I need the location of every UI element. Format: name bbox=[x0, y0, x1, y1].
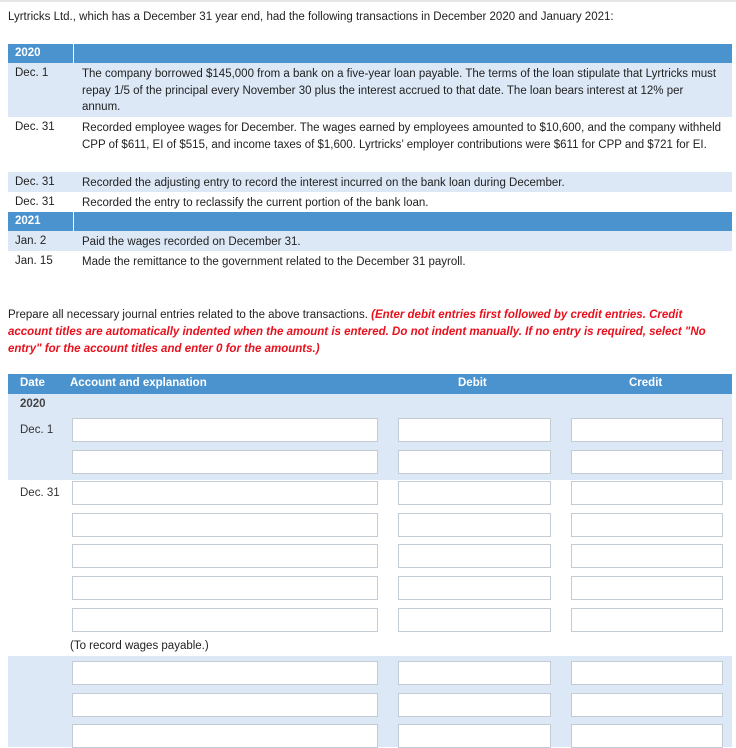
journal-year: 2020 bbox=[20, 398, 46, 410]
header-divider bbox=[73, 212, 74, 231]
year-header-2021 bbox=[8, 212, 732, 231]
header-debit: Debit bbox=[458, 377, 487, 389]
instructions bbox=[8, 307, 728, 358]
transaction-row bbox=[8, 117, 732, 172]
account-input[interactable] bbox=[72, 724, 378, 748]
credit-input[interactable] bbox=[571, 481, 723, 505]
account-input[interactable] bbox=[72, 481, 378, 505]
transaction-row bbox=[8, 251, 732, 271]
debit-input[interactable] bbox=[398, 693, 551, 717]
transaction-text: Recorded the entry to reclassify the current portion of the bank loan. bbox=[82, 197, 429, 209]
account-input[interactable] bbox=[72, 450, 378, 474]
instructions-lead: Prepare all necessary journal entries related to the above transactions. bbox=[8, 309, 368, 321]
journal-entry-table bbox=[8, 374, 732, 747]
transaction-text: Recorded the adjusting entry to record the interest incurred on the bank loan during December. bbox=[82, 177, 565, 189]
credit-input[interactable] bbox=[571, 544, 723, 568]
credit-input[interactable] bbox=[571, 576, 723, 600]
transactions-table bbox=[8, 44, 732, 271]
header-account: Account and explanation bbox=[70, 377, 207, 389]
credit-input[interactable] bbox=[571, 450, 723, 474]
transaction-date: Jan. 2 bbox=[15, 235, 47, 247]
credit-input[interactable] bbox=[571, 693, 723, 717]
debit-input[interactable] bbox=[398, 724, 551, 748]
header-credit: Credit bbox=[629, 377, 663, 389]
transaction-row bbox=[8, 172, 732, 192]
account-input[interactable] bbox=[72, 418, 378, 442]
debit-input[interactable] bbox=[398, 576, 551, 600]
transaction-date: Jan. 15 bbox=[15, 255, 53, 267]
credit-input[interactable] bbox=[571, 724, 723, 748]
header-date: Date bbox=[20, 377, 45, 389]
transaction-date: Dec. 31 bbox=[15, 196, 55, 208]
instructions-emphasis: (Enter debit entries first followed by credit entries. Credit account titles are automatically indented when the amount is entered. Do not indent manually. If no entry is required, select "No entry" for the account titles and enter 0 for the amounts.) bbox=[8, 309, 706, 355]
transaction-row bbox=[8, 231, 732, 251]
transaction-text: Recorded employee wages for December. The wages earned by employees amounted to $10,600, and the company withheld CPP of $611, EI of $515, and income taxes of $1,600. Lyrtricks’ employer contributions were $611 for CPP and $721 for EI. bbox=[82, 122, 722, 151]
debit-input[interactable] bbox=[398, 544, 551, 568]
journal-header bbox=[8, 374, 732, 394]
transaction-text: The company borrowed $145,000 from a bank on a five-year loan payable. The terms of the loan stipulate that Lyrtricks must repay 1/5 of the principal every November 30 plus the interest accrued to that date. The loan bears interest at 12% per annum. bbox=[82, 68, 717, 113]
header-divider bbox=[73, 44, 74, 63]
debit-input[interactable] bbox=[398, 513, 551, 537]
credit-input[interactable] bbox=[571, 608, 723, 632]
year-label: 2020 bbox=[15, 47, 41, 59]
debit-input[interactable] bbox=[398, 481, 551, 505]
transaction-date: Dec. 31 bbox=[15, 121, 55, 133]
debit-input[interactable] bbox=[398, 661, 551, 685]
credit-input[interactable] bbox=[571, 418, 723, 442]
account-input[interactable] bbox=[72, 661, 378, 685]
debit-input[interactable] bbox=[398, 418, 551, 442]
top-divider bbox=[0, 0, 736, 2]
year-label: 2021 bbox=[15, 215, 41, 227]
account-input[interactable] bbox=[72, 608, 378, 632]
year-header-2020 bbox=[8, 44, 732, 63]
account-input[interactable] bbox=[72, 513, 378, 537]
transaction-text: Made the remittance to the government related to the December 31 payroll. bbox=[82, 256, 466, 268]
transaction-row bbox=[8, 63, 732, 117]
credit-input[interactable] bbox=[571, 513, 723, 537]
transaction-date: Dec. 1 bbox=[15, 67, 49, 79]
account-input[interactable] bbox=[72, 693, 378, 717]
debit-input[interactable] bbox=[398, 450, 551, 474]
credit-input[interactable] bbox=[571, 661, 723, 685]
entry-date: Dec. 31 bbox=[20, 487, 60, 499]
debit-input[interactable] bbox=[398, 608, 551, 632]
problem-intro: Lyrtricks Ltd., which has a December 31 year end, had the following transactions in December 2020 and January 2021: bbox=[8, 11, 614, 23]
account-input[interactable] bbox=[72, 544, 378, 568]
transaction-text: Paid the wages recorded on December 31. bbox=[82, 236, 301, 248]
transaction-row bbox=[8, 192, 732, 212]
entry-date: Dec. 1 bbox=[20, 424, 54, 436]
account-input[interactable] bbox=[72, 576, 378, 600]
transaction-date: Dec. 31 bbox=[15, 176, 55, 188]
entry-explanation: (To record wages payable.) bbox=[70, 640, 209, 652]
